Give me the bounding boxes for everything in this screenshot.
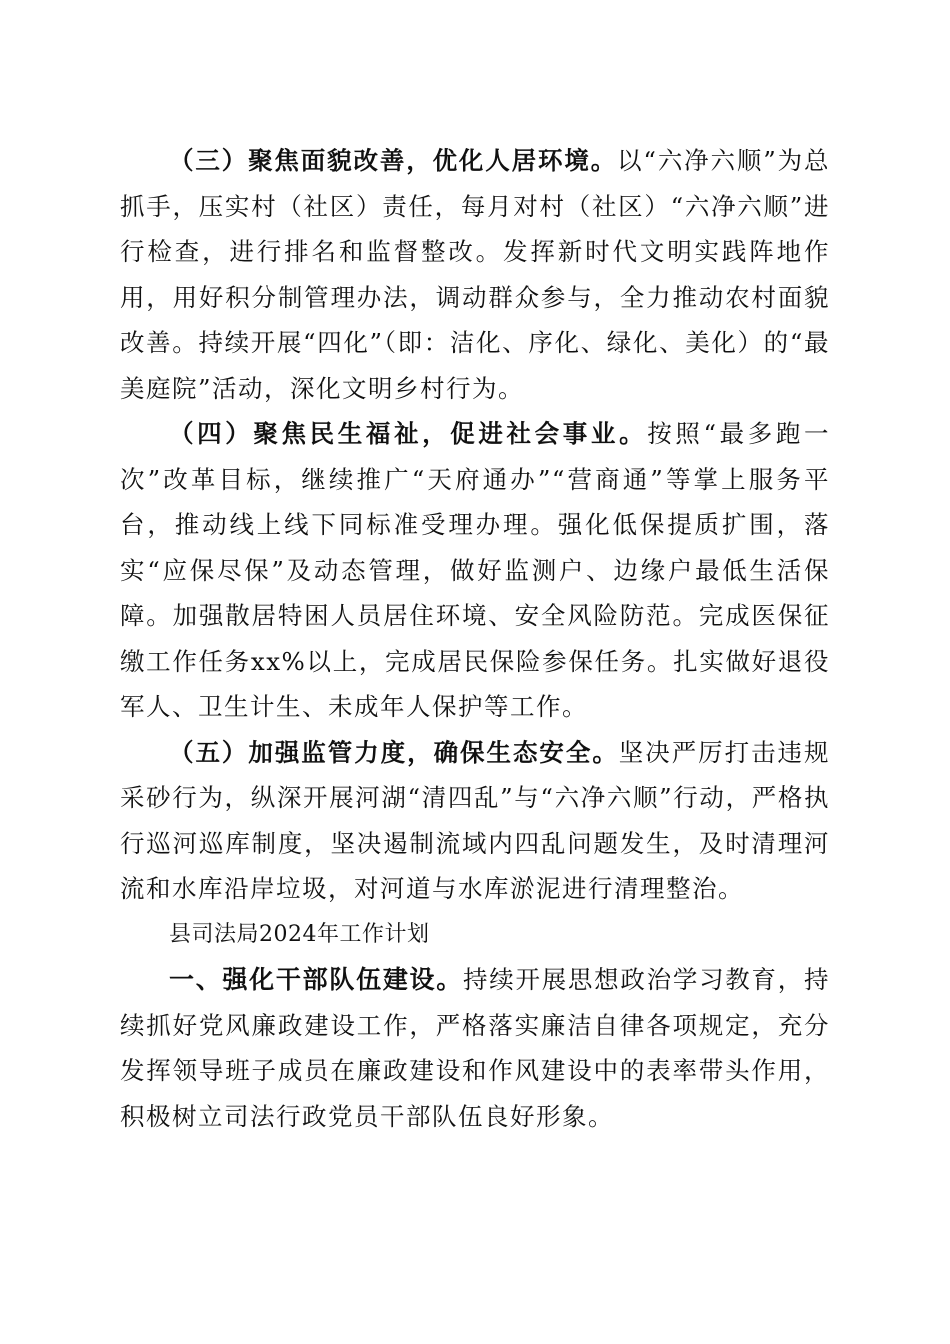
paragraph-body: 按照“最多跑一次”改革目标，继续推广“天府通办”“营商通”等掌上服务平台，推动线上线下同标准受理办理。强化低保提质扩围，落实“应保尽保”及动态管理，做好监测户、边缘户最低生活保障。加强散居特困人员居住环境、安全风险防范。完成医保征缴工作任务xx%以上，完成居民保险参保任务。扎实做好退役军人、卫生计生、未成年人保护等工作。 — [120, 419, 831, 721]
paragraph-focus-appearance — [120, 138, 830, 411]
paragraph-lead: （四）聚焦民生福祉，促进社会事业。 — [169, 419, 648, 448]
paragraph-livelihood — [120, 411, 830, 730]
section-heading: 一、强化干部队伍建设。 — [169, 965, 464, 994]
paragraph-lead: （三）聚焦面貌改善，优化人居环境。 — [169, 146, 618, 175]
section-body: 持续开展思想政治学习教育，持续抓好党风廉政建设工作，严格落实廉洁自律各项规定，充分发挥领导班子成员在廉政建设和作风建设中的表率带头作用，积极树立司法行政党员干部队伍良好形象。 — [120, 965, 830, 1131]
paragraph-body: 坚决严厉打击违规采砂行为，纵深开展河湖“清四乱”与“六净六顺”行动，严格执行巡河巡库制度，坚决遏制流域内四乱问题发生，及时清理河流和水库沿岸垃圾，对河道与水库淤泥进行清理整治。 — [120, 737, 831, 903]
paragraph-lead: （五）加强监管力度，确保生态安全。 — [169, 737, 619, 767]
paragraph-supervision — [120, 730, 830, 912]
paragraph-body: 以“六净六顺”为总抓手，压实村（社区）责任，每月对村（社区）“六净六顺”进行检查，进行排名和监督整改。发挥新时代文明实践阵地作用，用好积分制管理办法，调动群众参与，全力推动农村面貌改善。持续开展“四化”（即：洁化、序化、绿化、美化）的“最美庭院”活动，深化文明乡村行为。 — [120, 146, 830, 403]
document-page — [120, 138, 830, 1139]
section-cadre-building — [120, 957, 830, 1139]
document-title: 县司法局2024年工作计划 — [169, 921, 430, 947]
